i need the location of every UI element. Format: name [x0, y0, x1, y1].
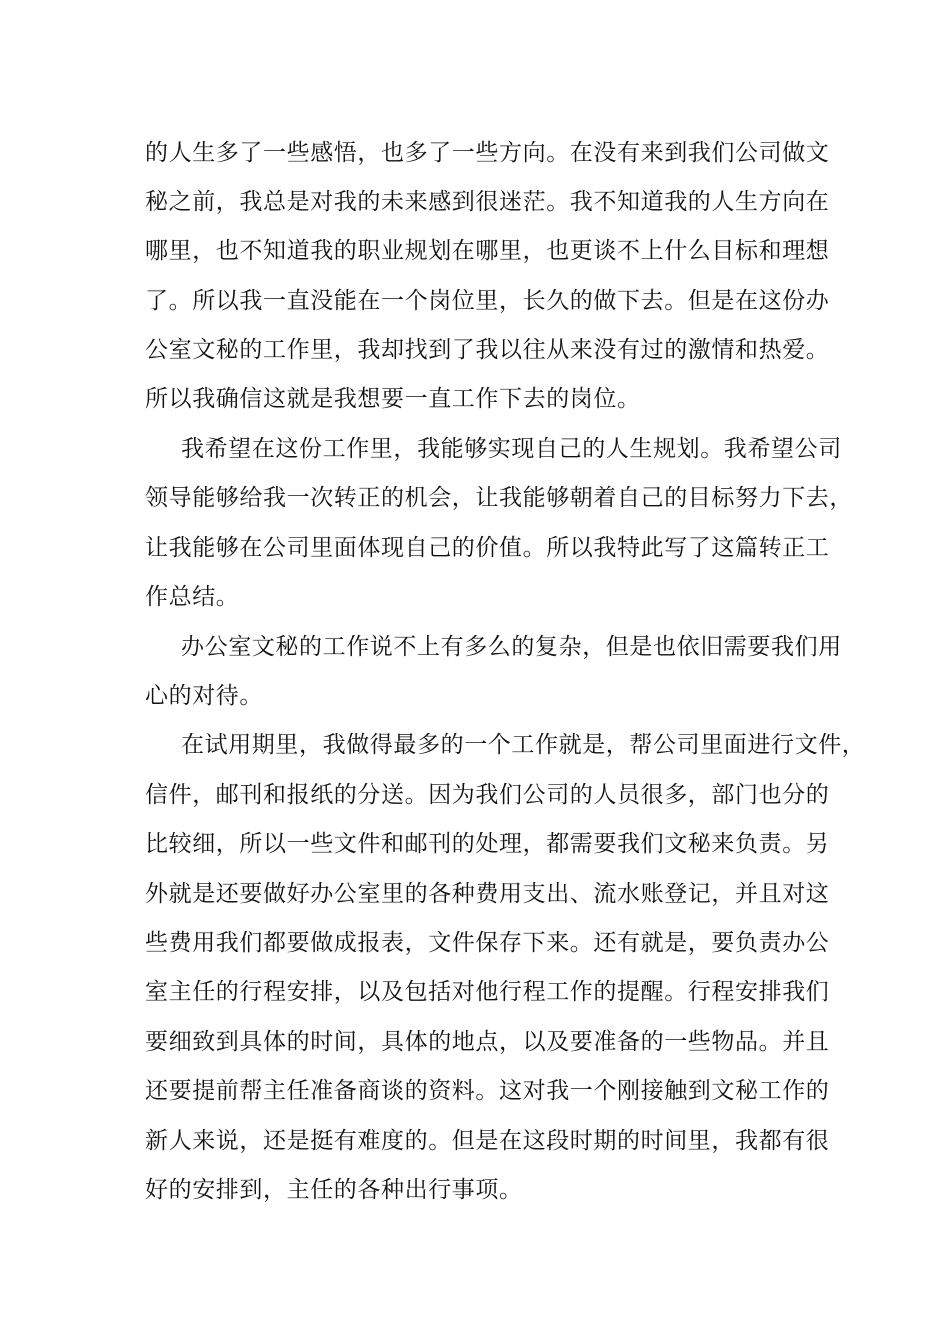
text-line: 要细致到具体的时间，具体的地点，以及要准备的一些物品。并且: [145, 1029, 830, 1055]
paragraph-first-line: 办公室文秘的工作说不上有多么的复杂，但是也依旧需要我们用: [181, 634, 842, 660]
text-line: 了。所以我一直没能在一个岗位里，长久的做下去。但是在这份办: [145, 288, 830, 314]
text-line: 作总结。: [145, 584, 240, 610]
text-line: 室主任的行程安排，以及包括对他行程工作的提醒。行程安排我们: [145, 979, 830, 1005]
text-line: 信件，邮刊和报纸的分送。因为我们公司的人员很多，部门也分的: [145, 782, 830, 808]
text-line: 哪里，也不知道我的职业规划在哪里，也更谈不上什么目标和理想: [145, 238, 830, 264]
text-line: 好的安排到，主任的各种出行事项。: [145, 1177, 523, 1203]
text-line: 秘之前，我总是对我的未来感到很迷茫。我不知道我的人生方向在: [145, 189, 830, 215]
paragraph-first-line: 我希望在这份工作里，我能够实现自己的人生规划。我希望公司: [181, 436, 842, 462]
text-line: 的人生多了一些感悟，也多了一些方向。在没有来到我们公司做文: [145, 140, 830, 166]
text-line: 公室文秘的工作里，我却找到了我以往从来没有过的激情和热爱。: [145, 337, 830, 363]
text-line: 领导能够给我一次转正的机会，让我能够朝着自己的目标努力下去，: [145, 485, 853, 511]
text-line: 新人来说，还是挺有难度的。但是在这段时期的时间里，我都有很: [145, 1128, 830, 1154]
text-line: 还要提前帮主任准备商谈的资料。这对我一个刚接触到文秘工作的: [145, 1078, 830, 1104]
text-line: 外就是还要做好办公室里的各种费用支出、流水账登记，并且对这: [145, 881, 830, 907]
text-line: 比较细，所以一些文件和邮刊的处理，都需要我们文秘来负责。另: [145, 831, 830, 857]
text-line: 让我能够在公司里面体现自己的价值。所以我特此写了这篇转正工: [145, 535, 830, 561]
paragraph-first-line: 在试用期里，我做得最多的一个工作就是，帮公司里面进行文件，: [181, 732, 866, 758]
text-line: 心的对待。: [145, 683, 263, 709]
text-line: 所以我确信这就是我想要一直工作下去的岗位。: [145, 386, 641, 412]
text-line: 些费用我们都要做成报表，文件保存下来。还有就是，要负责办公: [145, 930, 830, 956]
